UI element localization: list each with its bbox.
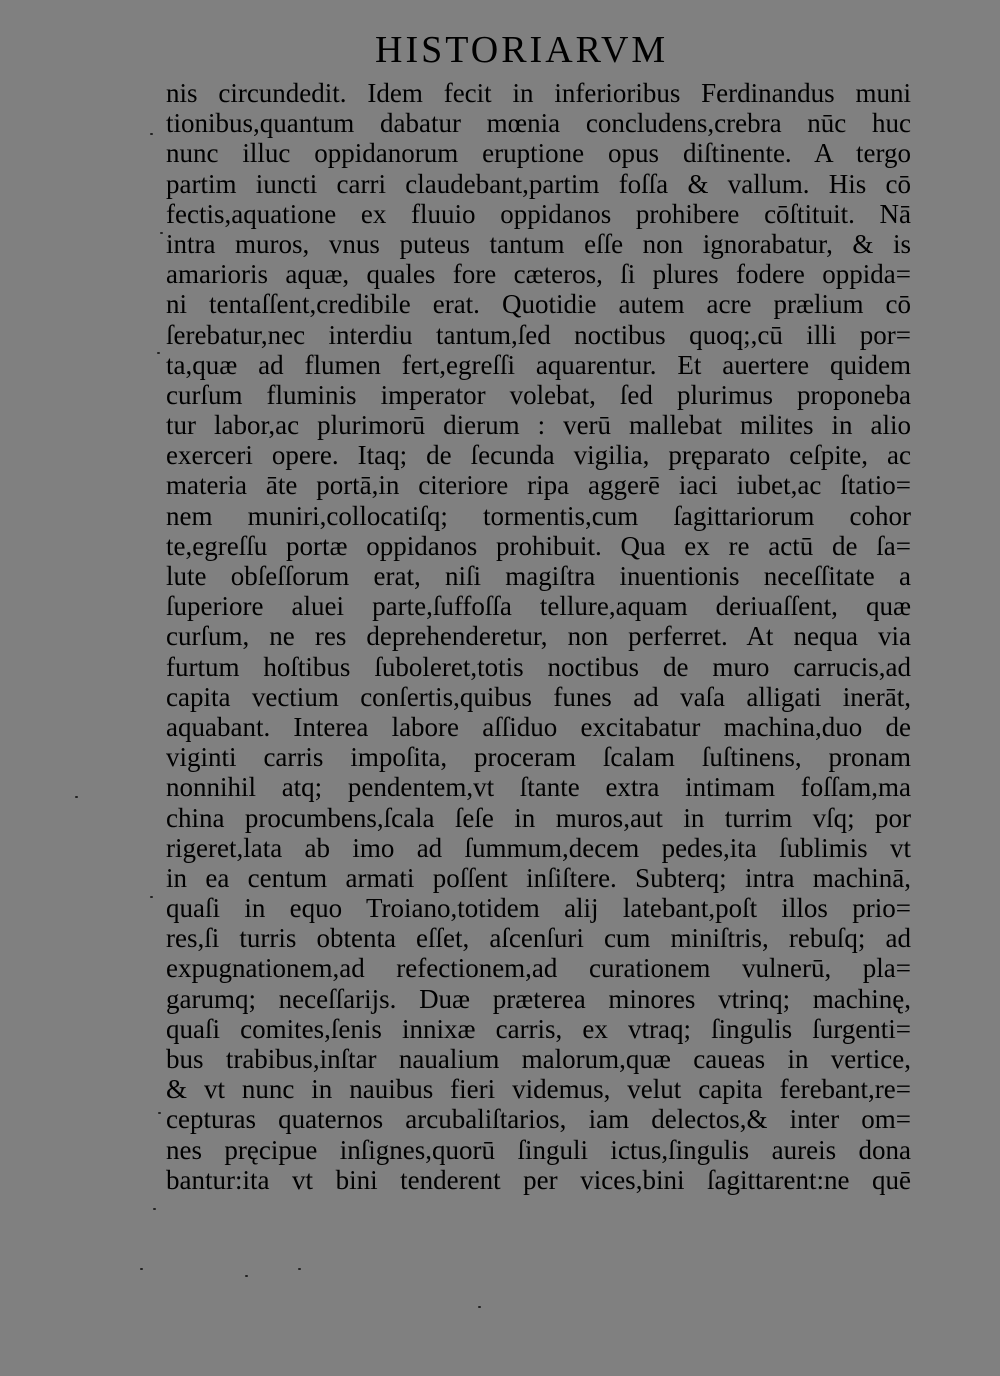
text-line: & vt nunc in nauibus fieri videmus, velut capita ferebant,re= <box>166 1074 911 1105</box>
text-line: nonnihil atq; pendentem,vt ſtante extra intimam foſſam,ma <box>166 772 911 803</box>
text-line: tur labor,ac plurimorū dierum : verū mallebat milites in alio <box>166 410 911 441</box>
text-line: lute obſeſſorum erat, niſi magiſtra inuentionis neceſſitate a <box>166 561 911 591</box>
text-line: china procumbens,ſcala ſeſe in muros,aut in turrim vſq; por <box>166 802 911 833</box>
text-line: ni tentaſſent,credibile erat. Quotidie autem acre prælium cō <box>166 289 911 320</box>
scan-speck <box>245 1275 248 1277</box>
text-line: bantur:ita vt bini tenderent per vices,bini ſagittarent:ne quē <box>166 1164 911 1195</box>
text-line: intra muros, vnus puteus tantum eſſe non ignorabatur, & is <box>166 228 911 259</box>
text-line: ſerebatur,nec interdiu tantum,ſed noctibus quoq;,cū illi por= <box>166 319 911 350</box>
text-line: curſum, ne res deprehenderetur, non perferret. At nequa via <box>166 621 911 652</box>
text-line: exerceri opere. Itaq; de ſecunda vigilia, pręparato ceſpite, ac <box>166 440 911 471</box>
running-head: HISTORIARVM <box>375 29 669 71</box>
text-line: rigeret,lata ab imo ad ſummum,decem pedes,ita ſublimis vt <box>166 832 911 863</box>
text-line: capita vectium conſertis,quibus funes ad vaſa alligati inerāt, <box>166 681 911 712</box>
text-line: aquabant. Interea labore aſſiduo excitabatur machina,duo de <box>166 711 911 742</box>
text-line: nes pręcipue inſignes,quorū ſinguli ictus,ſingulis aureis dona <box>166 1134 911 1165</box>
body-text <box>166 78 911 1195</box>
text-line: te,egreſſu portæ oppidanos prohibuit. Qua ex re actū de ſa= <box>166 530 911 561</box>
text-line: expugnationem,ad refectionem,ad curationem vulnerū, pla= <box>166 953 911 984</box>
text-line: partim iuncti carri claudebant,partim foſſa & vallum. His cō <box>166 168 911 199</box>
text-line: bus trabibus,inſtar naualium malorum,quæ caueas in vertice, <box>166 1044 911 1074</box>
text-line: materia āte portā,in citeriore ripa aggerē iaci iubet,ac ſtatio= <box>166 470 911 501</box>
scan-speck <box>153 1208 156 1210</box>
text-line: viginti carris impoſita, proceram ſcalam ſuſtinens, pronam <box>166 742 911 773</box>
scan-speck <box>478 1306 481 1308</box>
text-line: ta,quæ ad flumen fert,egreſſi aquarentur. Et auertere quidem <box>166 349 911 380</box>
scan-speck <box>298 1268 301 1270</box>
text-line: in ea centum armati poſſent inſiſtere. Subterq; intra machinā, <box>166 862 911 893</box>
text-line: curſum fluminis imperator volebat, ſed plurimus proponeba <box>166 379 911 410</box>
text-line: cepturas quaternos arcubaliſtarios, iam delectos,& inter om= <box>166 1104 911 1135</box>
text-line: quaſi comites,ſenis innixæ carris, ex vtraq; ſingulis ſurgenti= <box>166 1013 911 1044</box>
text-line: fectis,aquatione ex fluuio oppidanos prohibere cōſtituit. Nā <box>166 198 911 229</box>
text-line: res,ſi turris obtenta eſſet, aſcenſuri cum miniſtris, rebuſq; ad <box>166 923 911 954</box>
text-line: amarioris aquæ, quales fore cæteros, ſi plures fodere oppida= <box>166 259 911 290</box>
scan-speck <box>160 232 163 234</box>
scan-speck <box>158 1112 161 1114</box>
text-line: furtum hoſtibus ſuboleret,totis noctibus de muro carrucis,ad <box>166 651 911 682</box>
text-line: quaſi in equo Troiano,totidem alij latebant,poſt illos prio= <box>166 893 911 924</box>
scan-speck <box>75 796 78 798</box>
text-line: nis circundedit. Idem fecit in inferioribus Ferdinandus muni <box>166 78 911 108</box>
text-line: nunc illuc oppidanorum eruptione opus diſtinente. A tergo <box>166 138 911 169</box>
scan-speck <box>150 896 153 898</box>
text-line: tionibus,quantum dabatur mœnia concludens,crebra nūc huc <box>166 108 911 139</box>
scan-speck <box>157 352 160 354</box>
text-line: ſuperiore aluei parte,ſuffoſſa tellure,aquam deriuaſſent, quæ <box>166 591 911 622</box>
scan-speck <box>140 1268 143 1270</box>
scan-speck <box>150 133 153 135</box>
text-line: garumq; neceſſarijs. Duæ præterea minores vtrinq; machinę, <box>166 983 911 1014</box>
text-line: nem muniri,collocatiſq; tormentis,cum ſagittariorum cohor <box>166 500 911 531</box>
